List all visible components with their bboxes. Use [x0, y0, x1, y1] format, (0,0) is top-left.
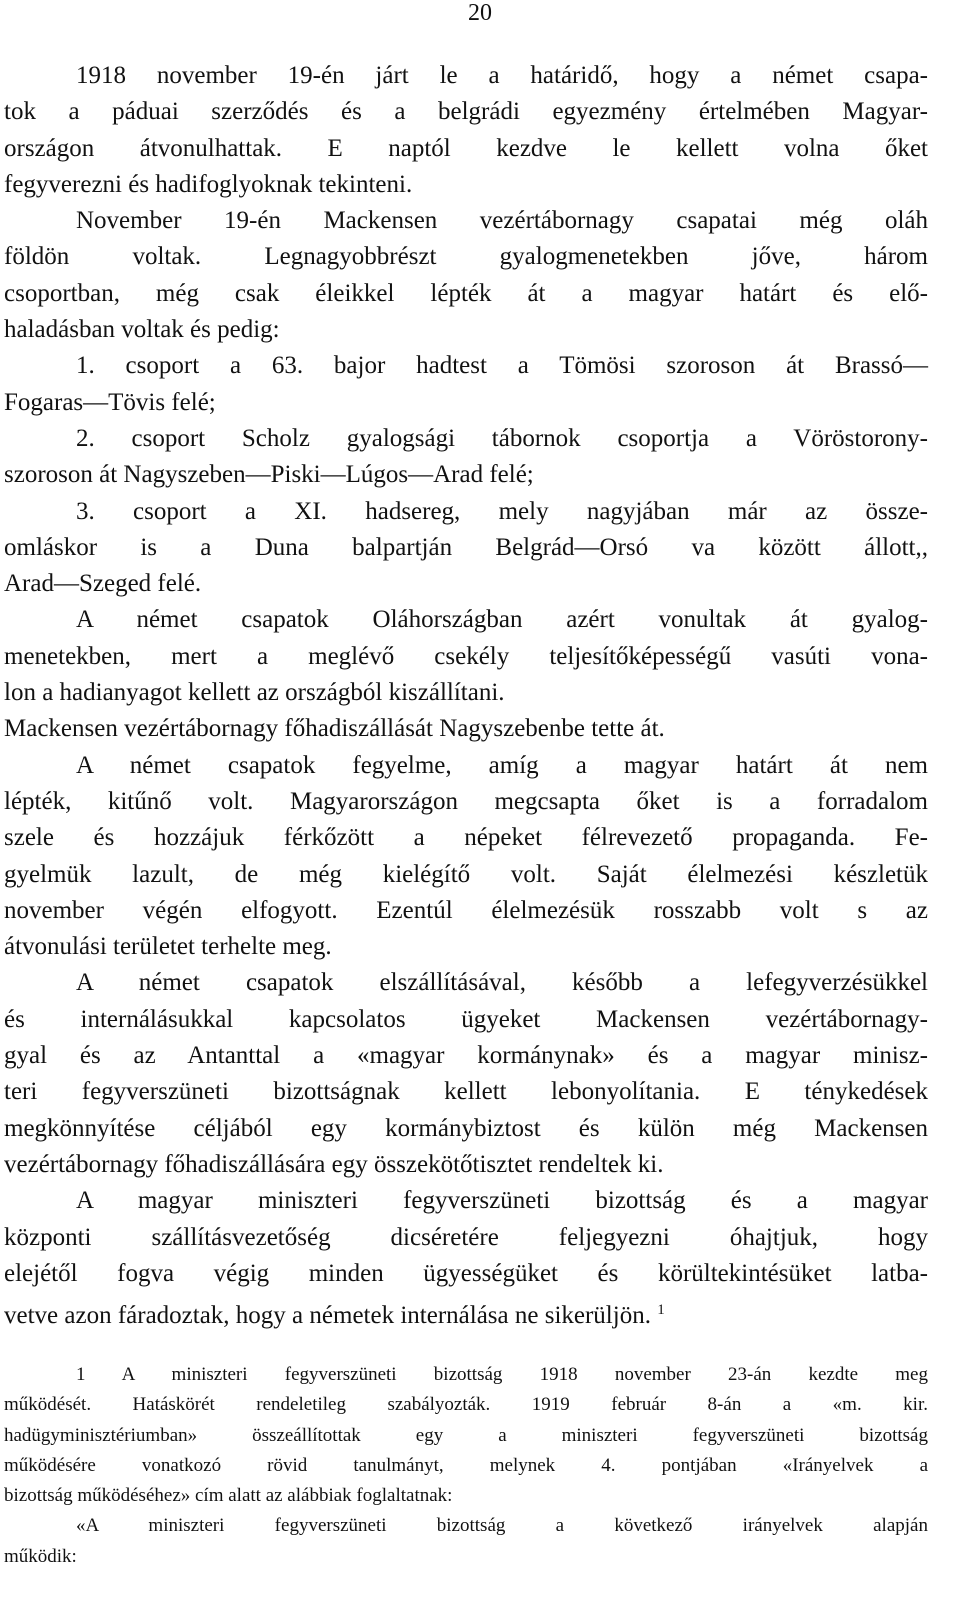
text-line-text: vetve azon fáradoztak, hogy a németek internálása ne sikerüljön. — [4, 1302, 651, 1330]
footnote-line-text: működésére vonatkozó rövid tanulmányt, melynek 4. pontjában «Irányelvek a — [4, 1454, 928, 1476]
text-line — [4, 1074, 928, 1110]
text-line — [4, 1002, 928, 1038]
footnote-line — [4, 1390, 928, 1420]
text-line — [4, 203, 928, 239]
text-line — [4, 494, 928, 530]
text-line — [4, 711, 928, 747]
footnote-line-text: működését. Hatáskörét rendeletileg szabályozták. 1919 február 8-án a «m. kir. — [4, 1394, 928, 1416]
text-line — [4, 276, 928, 312]
text-line-text: megkönnyítése céljából egy kormánybiztost és külön még Mackensen — [4, 1114, 928, 1142]
text-line — [4, 1111, 928, 1147]
text-line — [4, 167, 928, 203]
footnote-line — [4, 1481, 928, 1511]
text-line — [4, 566, 928, 602]
text-line — [4, 530, 928, 566]
text-line-text: A német csapatok Oláhországban azért vonultak át gyalog- — [76, 606, 928, 634]
text-line-text: gyelmük lazult, de még kielégítő volt. Saját élelmezési készletük — [4, 860, 928, 888]
text-line-text: haladásban voltak és pedig: — [4, 316, 280, 344]
text-line — [4, 1220, 928, 1256]
text-line-text: szoroson át Nagyszeben—Piski—Lúgos—Arad felé; — [4, 461, 534, 489]
text-line — [4, 1038, 928, 1074]
text-line-text: A német csapatok fegyelme, amíg a magyar határt át nem — [76, 751, 928, 779]
text-line-text: és internálásukkal kapcsolatos ügyeket Mackensen vezértábornagy- — [4, 1005, 928, 1033]
text-line-text: átvonulási területet terhelte meg. — [4, 933, 332, 961]
text-line — [4, 1147, 928, 1183]
text-line-text: Arad—Szeged felé. — [4, 570, 202, 598]
footnote-line — [4, 1360, 928, 1390]
text-line-text: 1918 november 19-én járt le a határidő, hogy a német csapa- — [76, 62, 928, 89]
footnote-line-text: hadügyminisztériumban» összeállítottak egy a miniszteri fegyverszüneti bizottság — [4, 1424, 928, 1446]
text-line — [4, 675, 928, 711]
text-line-text: gyal és az Antanttal a «magyar kormánynak» és a magyar minisz- — [4, 1042, 928, 1070]
text-line — [4, 929, 928, 965]
text-line-text: menetekben, mert a meglévő csekély teljesítőképességű vasúti vona- — [4, 642, 928, 670]
text-line-text: november végén elfogyott. Ezentúl élelmezésük rosszabb volt s az — [4, 896, 928, 924]
text-line — [4, 965, 928, 1001]
text-line-text: központi szállításvezetőség dicséretére feljegyezni óhajtjuk, hogy — [4, 1223, 928, 1251]
footnote-line-text: «A miniszteri fegyverszüneti bizottság a következő irányelvek alapján — [76, 1515, 928, 1537]
text-line-text: lon a hadianyagot kellett az országból kiszállítani. — [4, 679, 505, 707]
text-line-text: 2. csoport Scholz gyalogsági tábornok csoportja a Vöröstorony- — [76, 424, 928, 452]
text-line — [4, 239, 928, 275]
text-line — [4, 748, 928, 784]
text-line-text: földön voltak. Legnagyobbrészt gyalogmenetekben jőve, három — [4, 243, 928, 271]
text-line — [4, 58, 928, 94]
text-line-text: vezértábornagy főhadiszállására egy összekötőtisztet rendeltek ki. — [4, 1150, 664, 1178]
text-line-text: omláskor is a Duna balpartján Belgrád—Orsó va között állott,, — [4, 533, 928, 561]
text-line — [4, 312, 928, 348]
text-line — [4, 94, 928, 130]
text-line-text: 1. csoport a 63. bajor hadtest a Tömösi szoroson át Brassó— — [76, 352, 928, 380]
text-line-text: fegyverezni és hadifoglyoknak tekinteni. — [4, 170, 413, 198]
text-line-text: tok a páduai szerződés és a belgrádi egyezmény értelmében Magyar- — [4, 98, 928, 126]
footnote-line — [4, 1451, 928, 1481]
footnote-line — [4, 1421, 928, 1451]
text-line-text: elejétől fogva végig minden ügyességüket és körültekintésüket latba- — [4, 1259, 928, 1287]
text-line-text: szele és hozzájuk férkőzött a népeket félrevezető propaganda. Fe- — [4, 824, 928, 852]
footnote-line-text: 1 A miniszteri fegyverszüneti bizottság 1918 november 23-án kezdte meg — [76, 1364, 928, 1385]
text-line — [4, 602, 928, 638]
text-line-text: Fogaras—Tövis felé; — [4, 388, 216, 416]
footnote-block — [4, 1360, 928, 1572]
text-line — [4, 820, 928, 856]
text-line — [4, 385, 928, 421]
text-line-text: teri fegyverszüneti bizottságnak kellett lebonyolítania. E ténykedések — [4, 1078, 928, 1106]
text-line-text: csoportban, még csak éleikkel lépték át a magyar határt és elő- — [4, 279, 928, 307]
text-line-text: November 19-én Mackensen vezértábornagy csapatai még oláh — [76, 207, 928, 235]
text-line-text: Mackensen vezértábornagy főhadiszállását Nagyszebenbe tette át. — [4, 715, 665, 743]
text-line — [4, 784, 928, 820]
text-line-text: 3. csoport a XI. hadsereg, mely nagyjában már az össze- — [76, 497, 928, 525]
text-line — [4, 457, 928, 493]
text-line — [4, 893, 928, 929]
text-line — [4, 1256, 928, 1292]
text-line-text: lépték, kitűnő volt. Magyarországon megcsapta őket is a forradalom — [4, 787, 928, 815]
text-line — [4, 1183, 928, 1219]
text-line — [4, 639, 928, 675]
text-line-text: A magyar miniszteri fegyverszüneti bizottság és a magyar — [76, 1187, 928, 1215]
footnote-line — [4, 1511, 928, 1541]
text-line — [4, 421, 928, 457]
page-number: 20 — [468, 0, 492, 26]
text-line — [4, 1292, 928, 1334]
footnote-line-text: működik: — [4, 1545, 77, 1567]
text-line — [4, 131, 928, 167]
footnote-line-text: bizottság működéséhez» cím alatt az alábbiak foglaltatnak: — [4, 1485, 453, 1507]
footnote-line — [4, 1542, 928, 1572]
text-line-text: A német csapatok elszállításával, később a lefegyverzésükkel — [76, 969, 928, 997]
text-line-text: országon átvonulhattak. E naptól kezdve le kellett volna őket — [4, 134, 928, 162]
text-line — [4, 348, 928, 384]
footnote-reference: 1 — [657, 1302, 665, 1319]
body-text — [4, 58, 928, 1334]
text-line — [4, 857, 928, 893]
